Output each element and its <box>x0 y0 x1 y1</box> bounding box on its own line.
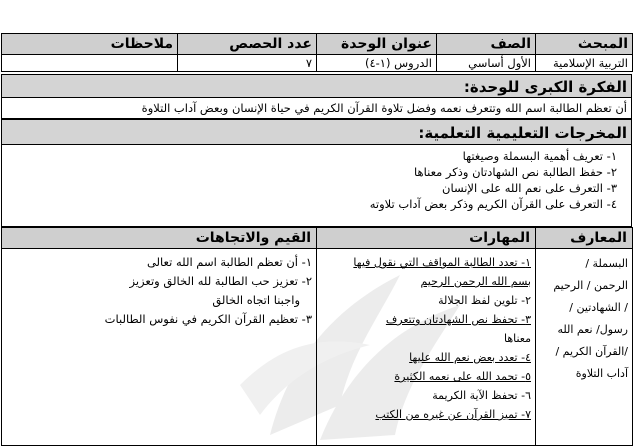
notes-label: ملاحظات <box>2 34 178 55</box>
values-header: القيم والاتجاهات <box>2 228 317 249</box>
outcomes-title: المخرجات التعليمية التعلمية: <box>1 119 632 145</box>
header-table <box>1 33 633 72</box>
skill-item: ٧- تميز القرآن عن غيره من الكتب <box>375 408 531 421</box>
knowledge-item: رسول/ نعم الله <box>557 323 628 336</box>
outcomes-list <box>6 148 627 212</box>
outcomes-box <box>1 145 632 227</box>
outcome-item: ٤- التعرف على القرآن الكريم وذكر بعض آداب تلاوته <box>369 197 617 211</box>
knowledge-item: الرحمن / الرحيم <box>553 279 628 292</box>
skill-item: ٢- تلوين لفظ الجلالة <box>438 294 531 307</box>
grade-label: الصف <box>437 34 536 55</box>
knowledge-item: آداب التلاوة <box>575 367 628 380</box>
skills-column <box>317 249 535 424</box>
subject-value: التربية الإسلامية <box>536 55 633 72</box>
skill-item: ٣- تحفظ نص الشهادتان وتتعرف <box>385 313 531 326</box>
value-item: ٢- تعزيز حب الطالبة لله الخالق وتعزيز <box>129 274 312 288</box>
skill-item: معناها <box>503 332 531 345</box>
main-idea-title: الفكرة الكبرى للوحدة: <box>1 74 632 98</box>
unit-title-label: عنوان الوحدة <box>317 34 437 55</box>
outcome-item: ٢- حفظ الطالبة نص الشهادتان وذكر معناها <box>414 165 617 179</box>
periods-label: عدد الحصص <box>178 34 317 55</box>
outcome-item: ٣- التعرف على نعم الله على الإنسان <box>442 181 617 195</box>
knowledge-skills-values-table <box>1 227 633 446</box>
knowledge-header: المعارف <box>536 228 633 249</box>
value-item: ١- أن تعظم الطالبة اسم الله تعالى <box>146 255 312 269</box>
value-item: ٣- تعظيم القرآن الكريم في نفوس الطالبات <box>104 312 312 326</box>
skills-header: المهارات <box>317 228 536 249</box>
outcome-item: ١- تعريف أهمية البسملة وصيغتها <box>462 149 617 163</box>
values-column <box>2 249 316 329</box>
notes-value <box>2 55 178 72</box>
skill-item: ٦- تحفظ الآية الكريمة <box>432 389 531 402</box>
periods-value: ٧ <box>178 55 317 72</box>
skill-item: ٥- تحمد الله على نعمه الكثيرة <box>394 370 531 383</box>
subject-label: المبحث <box>536 34 633 55</box>
knowledge-column <box>536 249 632 385</box>
knowledge-item: / الشهادتين / <box>569 301 628 314</box>
knowledge-item: البسملة / <box>585 257 628 270</box>
grade-value: الأول أساسي <box>437 55 536 72</box>
knowledge-item: /القرآن الكريم / <box>555 345 628 358</box>
skill-item: بسم الله الرحمن الرحيم <box>420 275 531 288</box>
value-item: واجبنا اتجاه الخالق <box>212 293 300 307</box>
main-idea-text: أن تعظم الطالبة اسم الله وتتعرف نعمه وفضل تلاوة القرآن الكريم في حياة الإنسان وبعض آداب التلاوة <box>1 98 632 119</box>
skill-item: ٤- تعدد بعض نعم الله عليها <box>409 351 531 364</box>
unit-title-value: الدروس (١-٤) <box>317 55 437 72</box>
skill-item: ١- تعدد الطالبة المواقف التي نقول فيها <box>353 256 531 269</box>
